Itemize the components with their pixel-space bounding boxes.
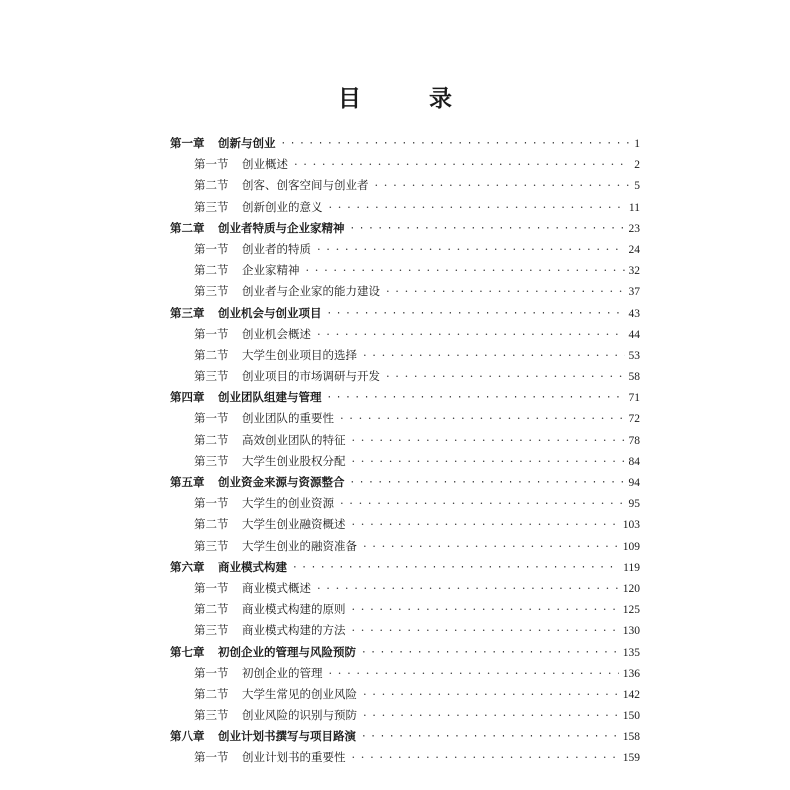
section-title: 初创企业的管理 — [242, 665, 323, 680]
section-number: 第一节 — [194, 241, 229, 256]
section-title: 创新创业的意义 — [242, 199, 323, 214]
page-number: 84 — [628, 455, 640, 468]
section-number: 第二节 — [194, 432, 229, 447]
chapter-number: 第六章 — [170, 559, 205, 574]
dot-leader — [386, 281, 625, 302]
section-title: 大学生创业融资概述 — [242, 517, 346, 532]
dot-leader — [375, 175, 631, 196]
section-title: 创业概述 — [242, 157, 288, 172]
page-number: 2 — [634, 159, 640, 172]
dot-leader — [317, 239, 625, 260]
section-title: 商业模式概述 — [242, 580, 311, 595]
page-number: 119 — [623, 561, 640, 574]
toc-section-row — [170, 663, 640, 684]
dot-leader — [282, 133, 631, 154]
chapter-title: 商业模式构建 — [218, 559, 287, 574]
table-of-contents — [170, 133, 640, 769]
toc-section-row — [170, 620, 640, 641]
toc-section-row — [170, 239, 640, 260]
toc-chapter-row — [170, 557, 640, 578]
toc-section-row — [170, 430, 640, 451]
section-title: 高效创业团队的特征 — [242, 432, 346, 447]
dot-leader — [352, 747, 619, 768]
section-number: 第三节 — [194, 708, 229, 723]
toc-section-row — [170, 260, 640, 281]
toc-chapter-row — [170, 472, 640, 493]
page-number: 103 — [622, 519, 640, 532]
section-number: 第二节 — [194, 517, 229, 532]
section-title: 创业计划书的重要性 — [242, 750, 346, 765]
chapter-number: 第七章 — [170, 644, 205, 659]
page-number: 1 — [634, 138, 640, 150]
section-title: 创业团队的重要性 — [242, 411, 334, 426]
toc-section-row — [170, 578, 640, 599]
page-number: 120 — [622, 582, 640, 595]
section-title: 创业者与企业家的能力建设 — [242, 284, 380, 299]
toc-section-row — [170, 451, 640, 472]
page-number: 136 — [622, 667, 640, 680]
chapter-title: 创业团队组建与管理 — [218, 390, 322, 405]
page-number: 23 — [628, 222, 640, 235]
chapter-number: 第二章 — [170, 220, 205, 235]
section-number: 第二节 — [194, 686, 229, 701]
chapter-title: 初创企业的管理与风险预防 — [218, 644, 356, 659]
dot-leader — [352, 430, 625, 451]
dot-leader — [329, 197, 625, 218]
chapter-number: 第三章 — [170, 305, 205, 320]
dot-leader — [328, 303, 625, 324]
section-title: 创客、创客空间与创业者 — [242, 178, 369, 193]
page-number: 5 — [634, 180, 640, 193]
chapter-title: 创业资金来源与资源整合 — [218, 475, 345, 489]
section-title: 大学生的创业资源 — [242, 496, 334, 511]
dot-leader — [362, 726, 619, 747]
toc-section-row — [170, 324, 640, 345]
section-number: 第二节 — [194, 602, 229, 617]
page-number: 11 — [628, 201, 640, 214]
dot-leader — [351, 472, 625, 493]
dot-leader — [363, 705, 619, 726]
dot-leader — [317, 578, 619, 599]
section-number: 第三节 — [194, 199, 229, 214]
toc-section-row — [170, 493, 640, 514]
section-number: 第一节 — [194, 665, 229, 680]
page-number: 72 — [628, 413, 640, 426]
toc-section-row — [170, 705, 640, 726]
toc-section-row — [170, 345, 640, 366]
dot-leader — [352, 620, 619, 641]
page-title: 目 录 — [337, 86, 482, 112]
toc-chapter-row — [170, 726, 640, 747]
section-number: 第二节 — [194, 347, 229, 362]
toc-section-row — [170, 747, 640, 768]
section-number: 第三节 — [194, 538, 229, 553]
toc-section-row — [170, 154, 640, 175]
dot-leader — [363, 684, 619, 705]
chapter-number: 第四章 — [170, 390, 205, 405]
section-number: 第三节 — [194, 369, 229, 384]
section-title: 创业风险的识别与预防 — [242, 708, 357, 723]
section-number: 第一节 — [194, 411, 229, 426]
section-title: 创业者的特质 — [242, 241, 311, 256]
page-number: 71 — [628, 392, 640, 405]
dot-leader — [340, 493, 625, 514]
chapter-title: 创业者特质与企业家精神 — [218, 220, 345, 235]
chapter-title: 创业机会与创业项目 — [218, 305, 322, 320]
dot-leader — [328, 387, 625, 408]
dot-leader — [306, 260, 625, 281]
section-title: 大学生创业项目的选择 — [242, 347, 357, 362]
page-number: 159 — [622, 752, 640, 765]
section-title: 大学生常见的创业风险 — [242, 686, 357, 701]
chapter-number: 第八章 — [170, 729, 205, 744]
toc-chapter-row — [170, 303, 640, 324]
page-number: 44 — [628, 328, 640, 341]
page-number: 94 — [628, 477, 640, 489]
section-title: 创业项目的市场调研与开发 — [242, 369, 380, 384]
dot-leader — [362, 642, 619, 663]
section-title: 企业家精神 — [242, 263, 300, 278]
dot-leader — [386, 366, 625, 387]
page-number: 158 — [622, 731, 640, 744]
section-number: 第一节 — [194, 496, 229, 511]
page-number: 78 — [628, 434, 640, 447]
section-title: 商业模式构建的原则 — [242, 602, 346, 617]
section-number: 第二节 — [194, 178, 229, 193]
page-number: 95 — [628, 498, 640, 511]
toc-section-row — [170, 175, 640, 196]
dot-leader — [352, 514, 619, 535]
toc-section-row — [170, 514, 640, 535]
section-number: 第一节 — [194, 750, 229, 765]
toc-chapter-row — [170, 642, 640, 663]
dot-leader — [363, 536, 619, 557]
dot-leader — [351, 218, 625, 239]
toc-section-row — [170, 197, 640, 218]
toc-section-row — [170, 281, 640, 302]
chapter-title: 创业计划书撰写与项目路演 — [218, 729, 356, 744]
section-title: 大学生创业股权分配 — [242, 453, 346, 468]
section-title: 大学生创业的融资准备 — [242, 538, 357, 553]
page-number: 58 — [628, 371, 640, 384]
dot-leader — [340, 408, 625, 429]
dot-leader — [294, 154, 630, 175]
section-number: 第一节 — [194, 157, 229, 172]
toc-section-row — [170, 366, 640, 387]
dot-leader — [352, 599, 619, 620]
page-number: 125 — [622, 604, 640, 617]
dot-leader — [352, 451, 625, 472]
toc-chapter-row — [170, 218, 640, 239]
section-number: 第一节 — [194, 326, 229, 341]
section-title: 创业机会概述 — [242, 326, 311, 341]
dot-leader — [293, 557, 619, 578]
page-number: 43 — [628, 307, 640, 320]
toc-chapter-row — [170, 133, 640, 154]
toc-section-row — [170, 684, 640, 705]
page-number: 150 — [622, 710, 640, 723]
chapter-number: 第五章 — [170, 475, 205, 489]
toc-section-row — [170, 408, 640, 429]
chapter-number: 第一章 — [170, 136, 205, 150]
chapter-title: 创新与创业 — [218, 136, 276, 150]
section-number: 第三节 — [194, 284, 229, 299]
page-number: 130 — [622, 625, 640, 638]
dot-leader — [363, 345, 625, 366]
page-number: 135 — [622, 646, 640, 659]
section-number: 第三节 — [194, 623, 229, 638]
dot-leader — [317, 324, 625, 345]
dot-leader — [329, 663, 619, 684]
page-number: 37 — [628, 286, 640, 299]
section-number: 第二节 — [194, 263, 229, 278]
page-number: 142 — [622, 688, 640, 701]
section-number: 第一节 — [194, 580, 229, 595]
toc-section-row — [170, 536, 640, 557]
section-number: 第三节 — [194, 453, 229, 468]
toc-chapter-row — [170, 387, 640, 408]
page-number: 32 — [628, 265, 640, 278]
page-number: 109 — [622, 540, 640, 553]
toc-section-row — [170, 599, 640, 620]
section-title: 商业模式构建的方法 — [242, 623, 346, 638]
page-number: 24 — [628, 243, 640, 256]
page-number: 53 — [628, 349, 640, 362]
